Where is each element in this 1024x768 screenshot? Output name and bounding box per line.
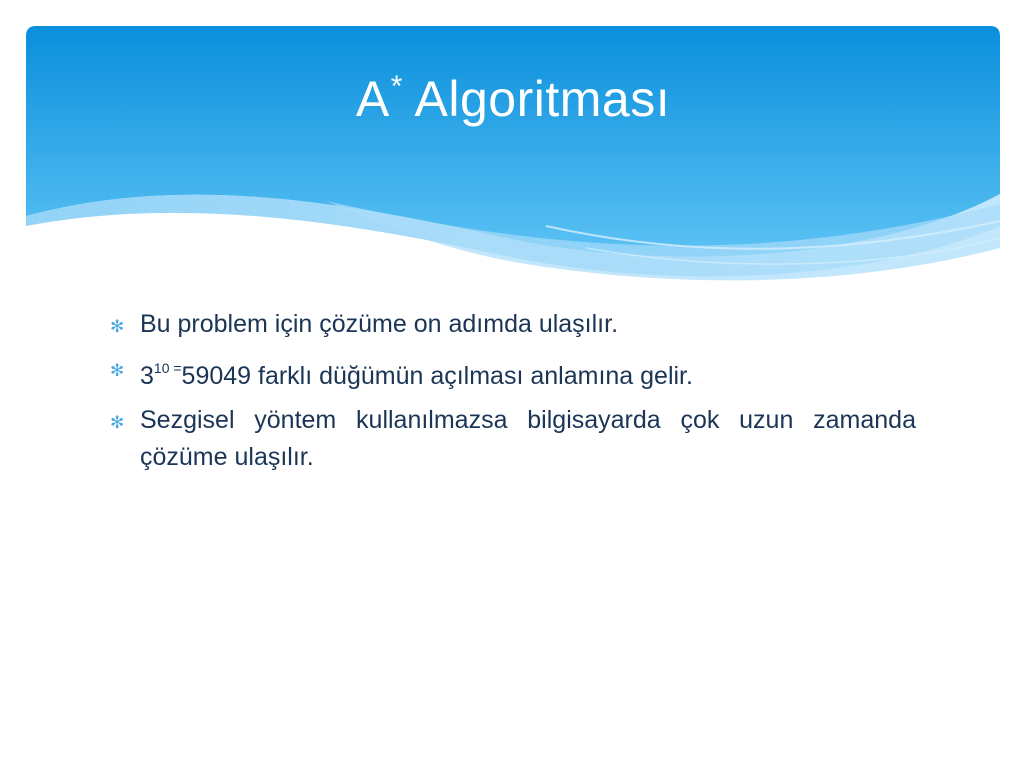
slide-title	[26, 70, 1000, 127]
title-banner	[26, 26, 1000, 296]
asterisk-bullet-icon: ✻	[110, 317, 125, 336]
title-superscript: *	[390, 70, 403, 103]
bullet-item	[108, 350, 916, 395]
bullet-text: Bu problem için çözüme on adımda ulaşılır.	[140, 310, 619, 338]
title-rest: Algoritması	[402, 71, 671, 127]
bullet-list	[108, 306, 916, 483]
bullet-base: 3	[140, 362, 154, 390]
asterisk-bullet-icon: ✻	[110, 361, 125, 380]
bullet-item	[108, 306, 916, 343]
bullet-text: Sezgisel yöntem kullanılmazsa bilgisayarda çok uzun zamanda çözüme ulaşılır.	[140, 406, 916, 471]
title-main: A	[355, 71, 390, 127]
bullet-text: 59049 farklı düğümün açılması anlamına gelir.	[181, 362, 693, 390]
wave-banner-graphic	[26, 26, 1000, 296]
asterisk-bullet-icon: ✻	[110, 413, 125, 432]
bullet-superscript: 10 =	[153, 360, 182, 376]
bullet-item	[108, 402, 916, 476]
